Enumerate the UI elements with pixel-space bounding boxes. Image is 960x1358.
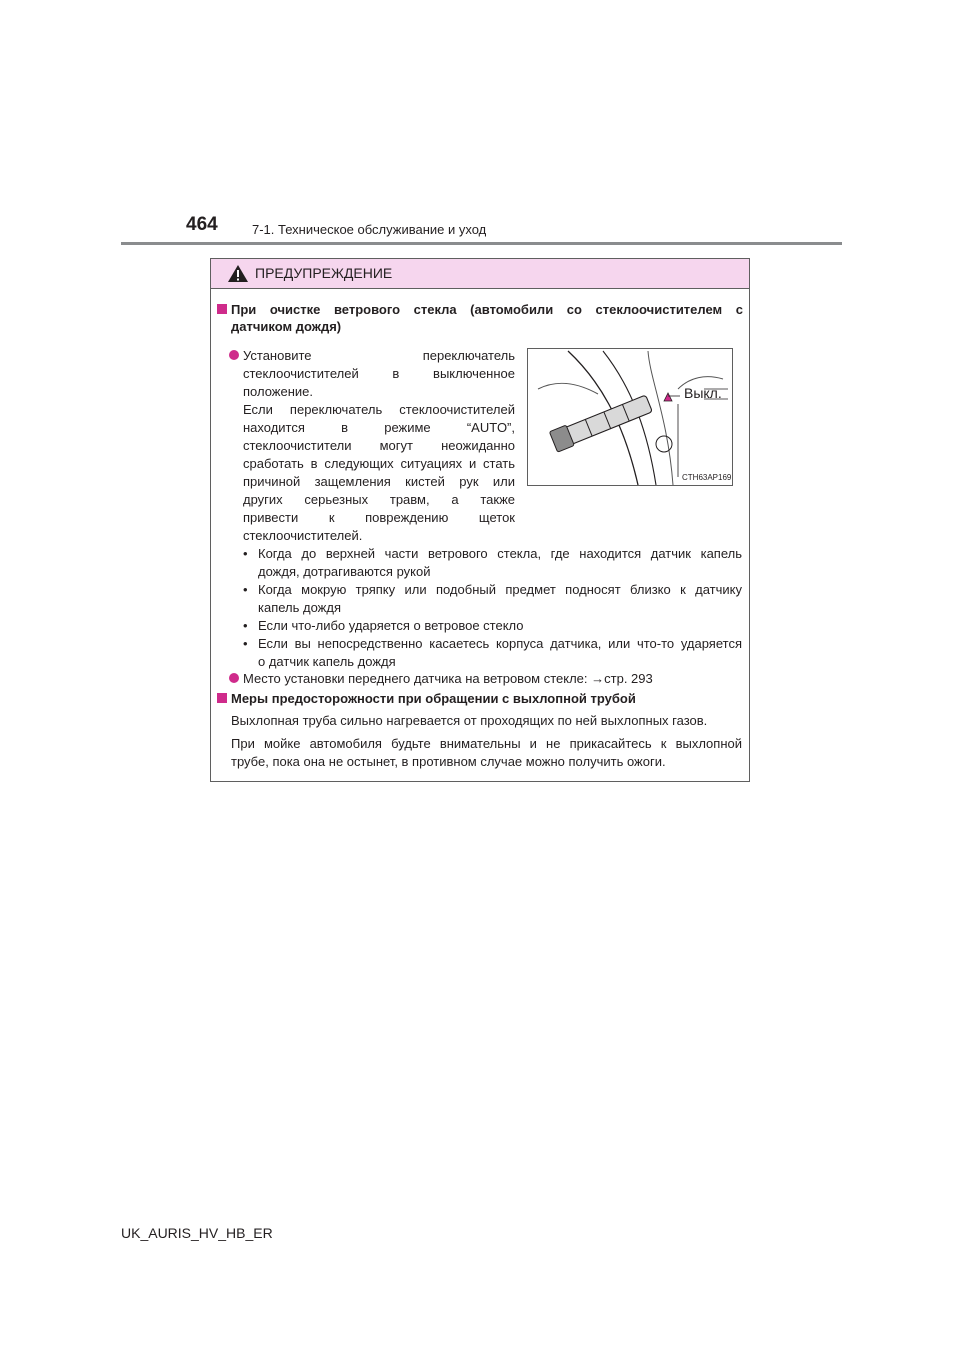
heading-rain-sensor-cont: датчиком дождя) [231, 319, 342, 334]
bullet-mark: • [243, 546, 248, 561]
bullet-mark: • [243, 636, 248, 651]
section-square-icon [217, 693, 227, 703]
para-line: стеклоочистителей в выключенное [243, 366, 515, 381]
warning-header [211, 259, 749, 289]
list-item: Когда мокрую тряпку или подобный предмет подносят близко к датчику [258, 582, 742, 597]
para-exhaust-hot: Выхлопная труба сильно нагревается от проходящих по ней выхлопных газов. [231, 713, 708, 728]
list-item: Если вы непосредственно касаетесь корпуса датчика, или что-то ударяется [258, 636, 742, 651]
wiper-switch-illustration [528, 349, 732, 485]
warning-title: ПРЕДУПРЕЖДЕНИЕ [255, 265, 393, 281]
footer-doc-code: UK_AURIS_HV_HB_ER [121, 1225, 273, 1241]
para-line: причиной защемления кистей рук или [243, 474, 515, 489]
list-item-cont: о датчик капель дождя [258, 654, 396, 669]
para-line: других серьезных травм, а также [243, 492, 515, 507]
header-rule [121, 242, 842, 245]
bullet-mark: • [243, 618, 248, 633]
warning-triangle-icon [227, 264, 249, 283]
list-item-cont: дождя, дотрагиваются рукой [258, 564, 431, 579]
para-line: сработать в следующих ситуациях и стать [243, 456, 515, 471]
heading-exhaust: Меры предосторожности при обращении с выхлопной трубой [231, 691, 636, 706]
list-item: Если что-либо ударяется о ветровое стекло [258, 618, 524, 633]
para-exhaust-caution-cont: трубе, пока она не остынет, в противном случае можно получить ожоги. [231, 754, 666, 769]
figure-label-off: Выкл. [684, 385, 722, 401]
bullet-dot-icon [229, 673, 239, 683]
list-item: Когда до верхней части ветрового стекла, где находится датчик капель [258, 546, 742, 561]
para-line: Установите переключатель [243, 348, 515, 363]
bullet-dot-icon [229, 350, 239, 360]
section-title: 7-1. Техническое обслуживание и уход [252, 222, 487, 237]
page-number: 464 [186, 214, 218, 235]
warning-box [210, 258, 750, 782]
section-square-icon [217, 304, 227, 314]
para-exhaust-caution: При мойке автомобиля будьте внимательны и не прикасайтесь к выхлопной [231, 736, 742, 751]
wiper-switch-figure [527, 348, 733, 486]
para-line: положение. [243, 384, 314, 399]
figure-code: CTH63AP169 [682, 473, 732, 482]
para-sensor-location: Место установки переднего датчика на ветровом стекле: →стр. 293 [243, 671, 653, 686]
bullet-mark: • [243, 582, 248, 597]
para-line: находится в режиме “AUTO”, [243, 420, 515, 435]
para-line: стеклоочистители могут неожиданно [243, 438, 515, 453]
para-line: стеклоочистителей. [243, 528, 363, 543]
para-line: привести к повреждению щеток [243, 510, 515, 525]
para-line: Если переключатель стеклоочистителей [243, 402, 515, 417]
heading-rain-sensor: При очистке ветрового стекла (автомобили со стеклоочистителем с [231, 302, 743, 317]
list-item-cont: капель дождя [258, 600, 342, 615]
